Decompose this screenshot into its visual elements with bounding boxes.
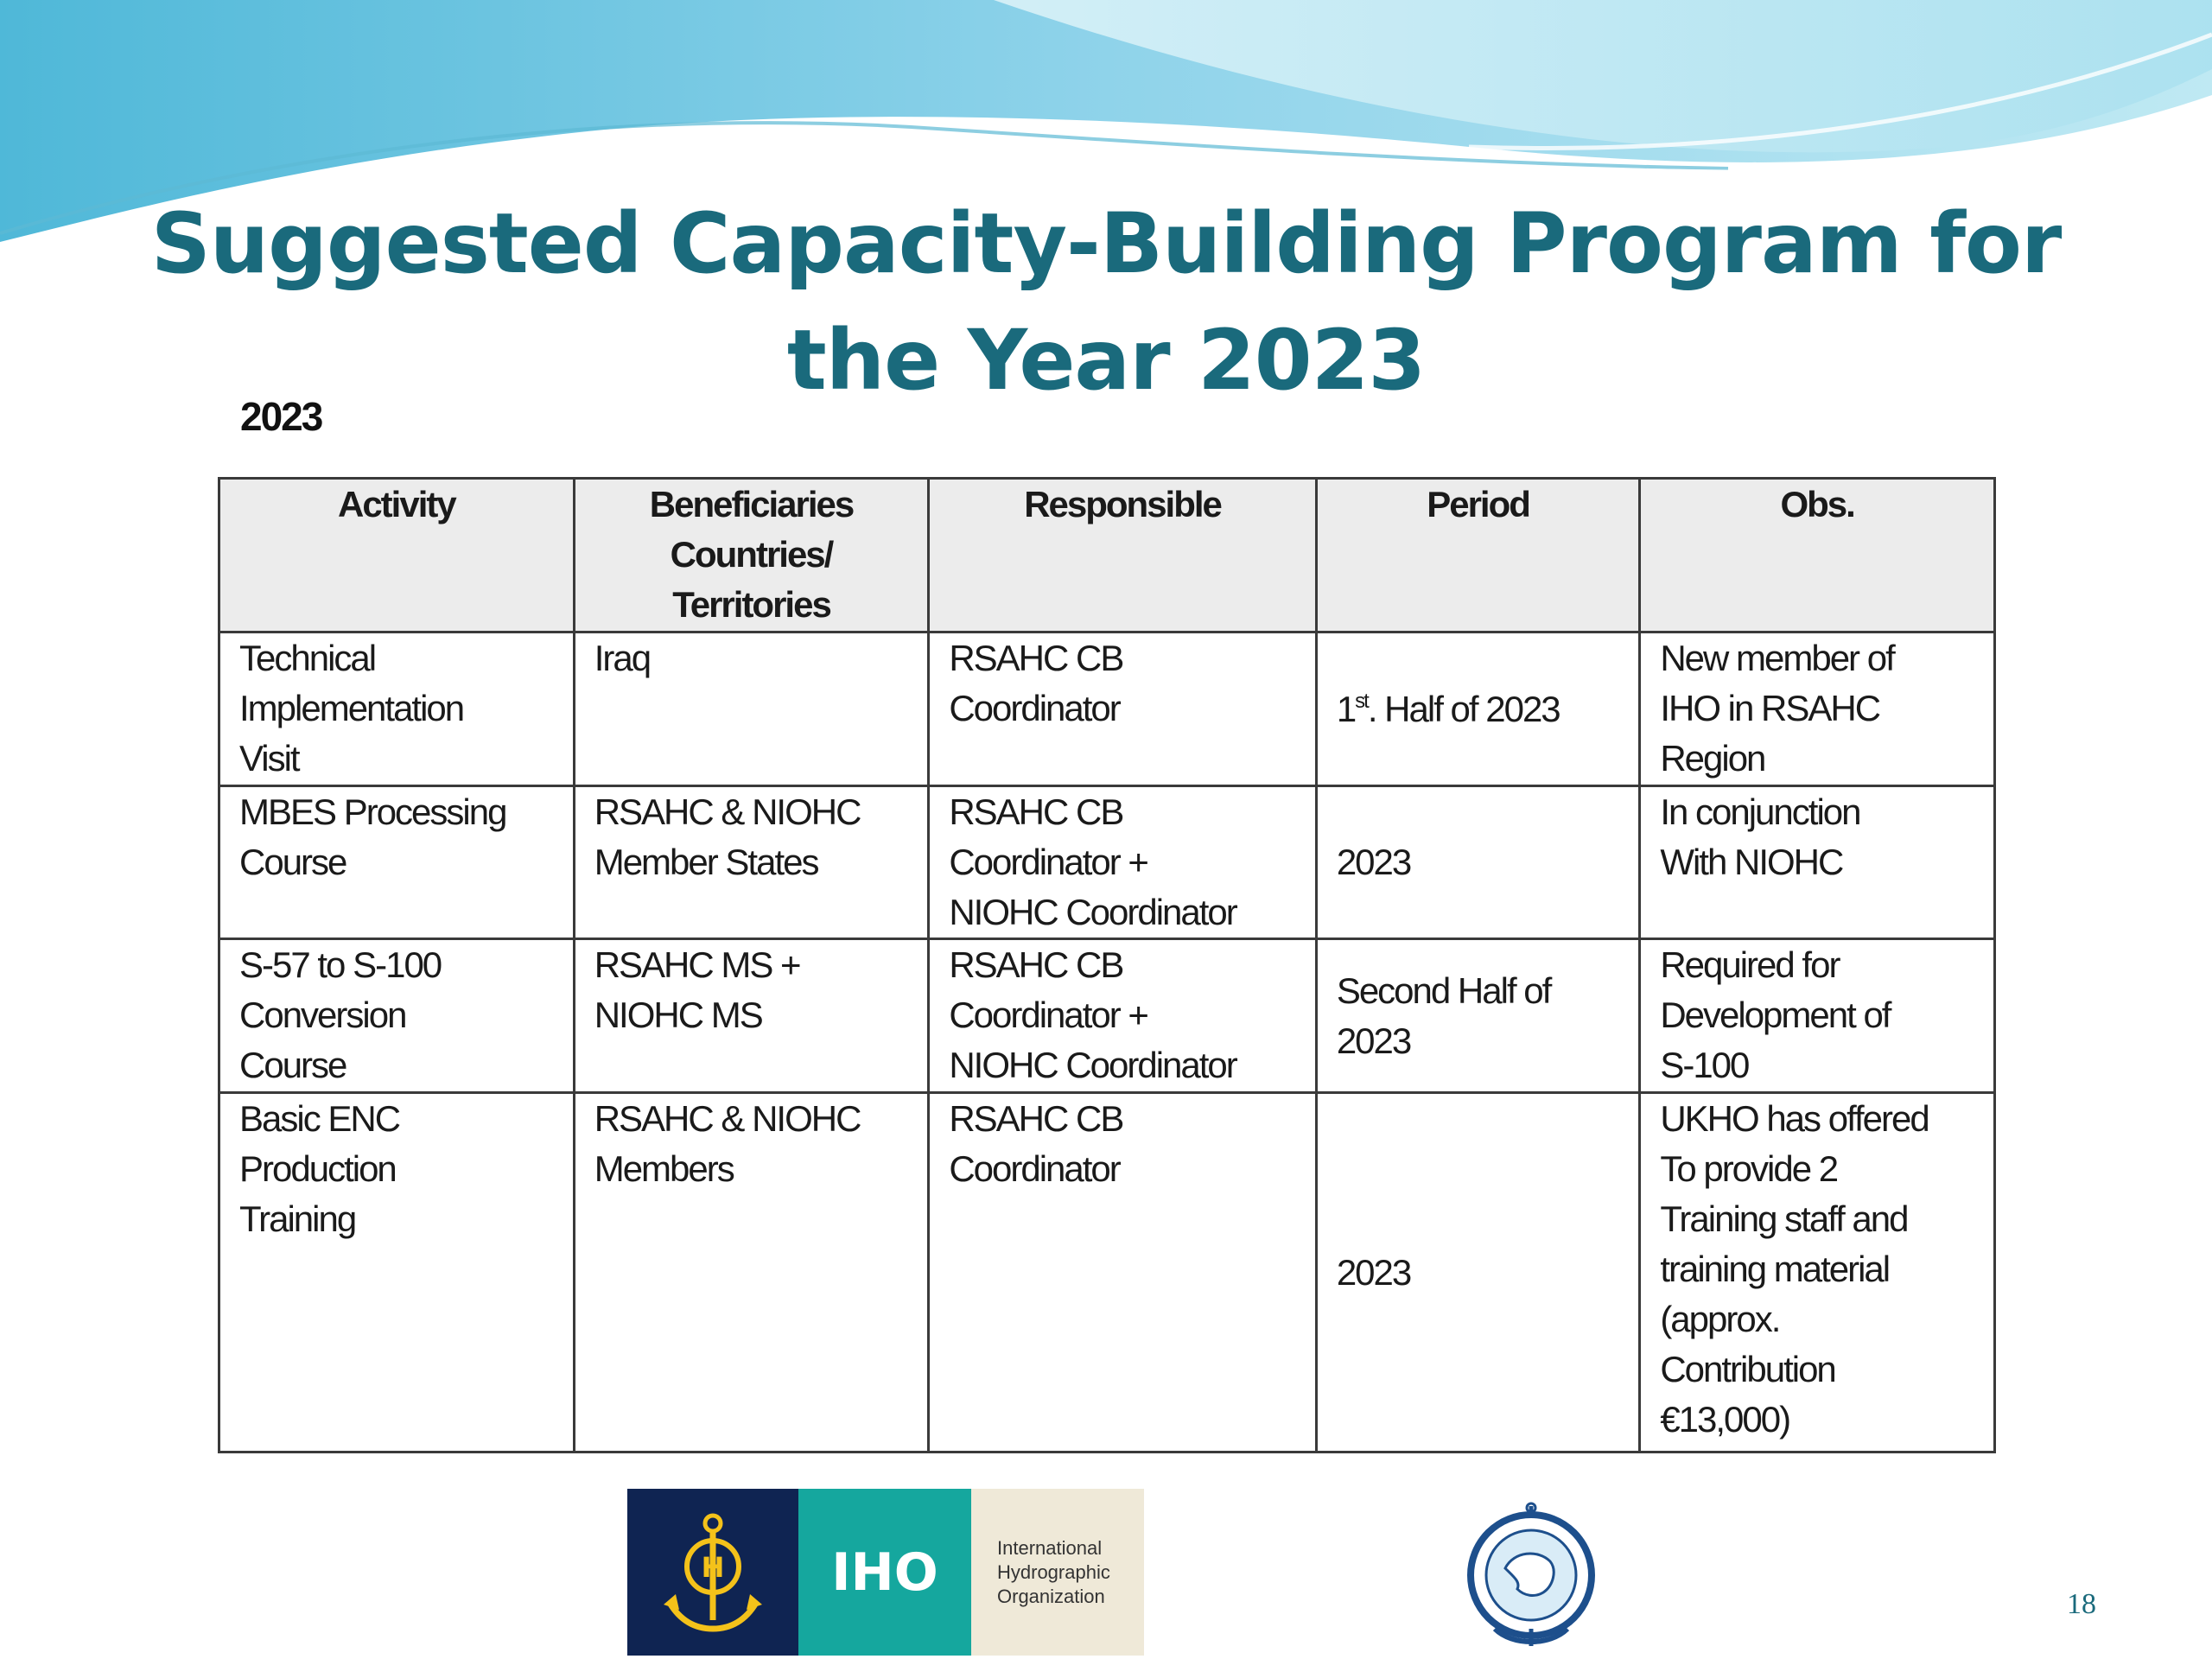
iho-logo	[627, 1489, 1144, 1656]
cell-responsible: RSAHC CB Coordinator	[929, 1093, 1317, 1452]
header-beneficiaries: Beneficiaries Countries/ Territories	[574, 479, 929, 632]
cell-obs: Required for Development of S-100	[1640, 939, 1995, 1093]
cell-period: 1st. Half of 2023	[1316, 632, 1640, 786]
page-number: 18	[2067, 1588, 2096, 1620]
header-obs: Obs.	[1640, 479, 1995, 632]
cell-responsible: RSAHC CB Coordinator + NIOHC Coordinator	[929, 939, 1317, 1093]
year-label: 2023	[240, 394, 322, 439]
cell-activity: S-57 to S-100 Conversion Course	[219, 939, 575, 1093]
anchor-icon	[657, 1508, 769, 1637]
cell-obs: New member of IHO in RSAHC Region	[1640, 632, 1995, 786]
cell-beneficiaries: RSAHC & NIOHC Members	[574, 1093, 929, 1452]
iho-anchor-emblem	[627, 1489, 798, 1656]
header-responsible: Responsible	[929, 479, 1317, 632]
cell-obs: UKHO has offered To provide 2 Training staff and training material (approx. Contribution €13,000)	[1640, 1093, 1995, 1452]
cell-beneficiaries: RSAHC & NIOHC Member States	[574, 786, 929, 939]
header-period: Period	[1316, 479, 1640, 632]
cell-period: 2023	[1316, 1093, 1640, 1452]
cell-period: Second Half of 2023	[1316, 939, 1640, 1093]
cell-activity: Basic ENC Production Training	[219, 1093, 575, 1452]
cell-responsible: RSAHC CB Coordinator	[929, 632, 1317, 786]
cell-beneficiaries: RSAHC MS + NIOHC MS	[574, 939, 929, 1093]
rsahc-seal-icon	[1460, 1499, 1603, 1650]
table-header-row	[219, 479, 1995, 632]
cell-beneficiaries: Iraq	[574, 632, 929, 786]
cell-obs: In conjunction With NIOHC	[1640, 786, 1995, 939]
table-row	[219, 786, 1995, 939]
table-row	[219, 939, 1995, 1093]
capacity-building-table	[218, 477, 1996, 1453]
table-row	[219, 1093, 1995, 1452]
iho-abbreviation: IHO	[798, 1489, 971, 1656]
svg-text:H: H	[701, 1550, 725, 1584]
slide-title: Suggested Capacity-Building Program for the Year 2023	[150, 195, 2062, 409]
cell-period: 2023	[1316, 786, 1640, 939]
header-activity: Activity	[219, 479, 575, 632]
cell-activity: Technical Implementation Visit	[219, 632, 575, 786]
cell-responsible: RSAHC CB Coordinator + NIOHC Coordinator	[929, 786, 1317, 939]
cell-activity: MBES Processing Course	[219, 786, 575, 939]
table-row	[219, 632, 1995, 786]
iho-full-name: International Hydrographic Organization	[971, 1489, 1144, 1656]
